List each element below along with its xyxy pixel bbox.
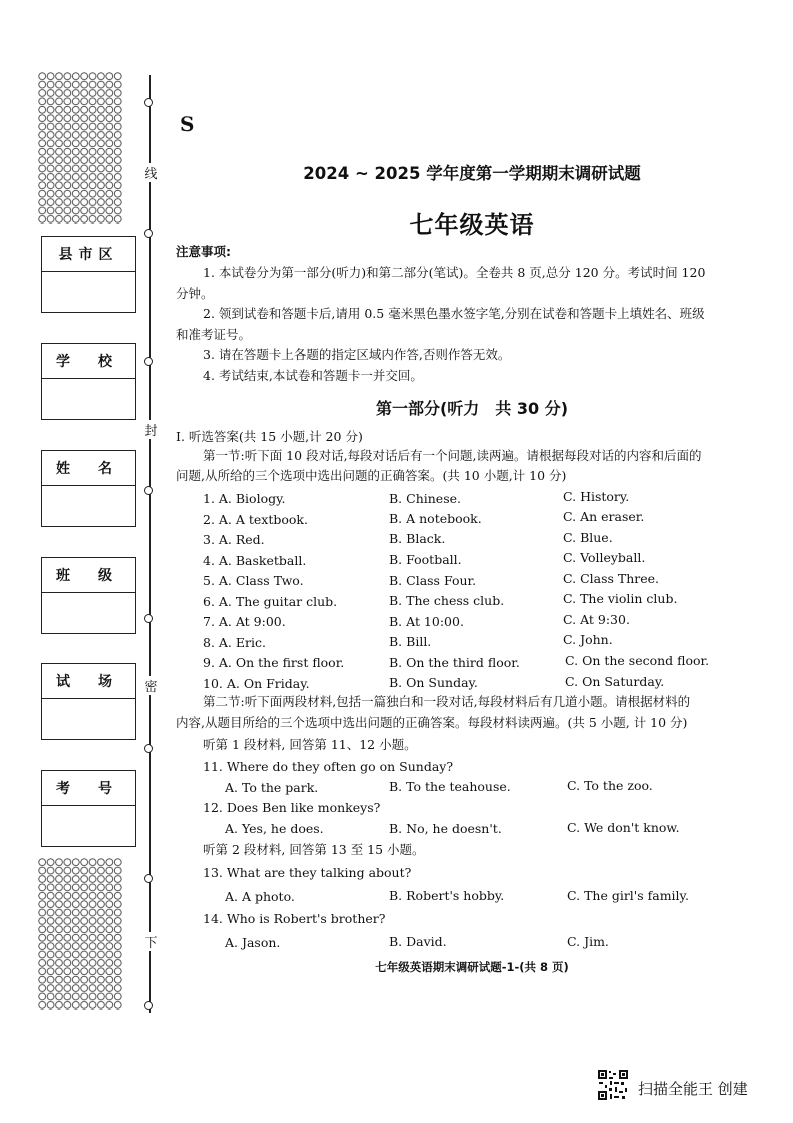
seal-char-feng: 封 [143, 420, 159, 439]
seal-char-xia: 下 [143, 932, 159, 951]
binding-dots-bottom [38, 858, 122, 1010]
q7-option-b: B. At 10:00. [389, 614, 464, 629]
q2-option-c: C. An eraser. [563, 509, 645, 524]
q2-option-b: B. A notebook. [389, 511, 482, 526]
seal-ring [144, 486, 153, 495]
q10-option-a: 10. A. On Friday. [203, 676, 310, 691]
q8-option-a: 8. A. Eric. [203, 635, 266, 650]
field-label: 学 校 [42, 344, 135, 379]
field-exam-room [41, 663, 136, 740]
seal-ring [144, 1001, 153, 1010]
field-label: 县市区 [42, 237, 135, 272]
seal-ring [144, 357, 153, 366]
field-blank[interactable] [42, 486, 135, 526]
sub2-instructions: 第二节:听下面两段材料,包括一篇独白和一段对话,每段材料后有几道小题。请根据材料的 [203, 694, 691, 709]
seal-ring [144, 98, 153, 107]
q4-option-c: C. Volleyball. [563, 550, 646, 565]
q4-option-b: B. Football. [389, 552, 462, 567]
q4-option-a: 4. A. Basketball. [203, 553, 307, 568]
field-exam-number [41, 770, 136, 847]
field-label: 考 号 [42, 771, 135, 806]
notice-item: 分钟。 [176, 286, 214, 301]
sub2-instructions: 内容,从题目所给的三个选项中选出问题的正确答案。每段材料读两遍。(共 5 小题, 计 10 分) [176, 715, 688, 730]
q11-option-c: C. To the zoo. [567, 778, 653, 793]
seal-line [149, 75, 151, 1013]
field-blank[interactable] [42, 272, 135, 312]
q10-option-b: B. On Sunday. [389, 675, 478, 690]
sub1-instructions: 问题,从所给的三个选项中选出问题的正确答案。(共 10 小题,计 10 分) [176, 468, 567, 483]
s-mark: S [180, 112, 195, 136]
material-1-heading: 听第 1 段材料, 回答第 11、12 小题。 [203, 737, 417, 752]
q5-option-a: 5. A. Class Two. [203, 573, 304, 588]
q3-option-a: 3. A. Red. [203, 532, 265, 547]
q9-option-b: B. On the third floor. [389, 655, 520, 670]
q1-option-c: C. History. [563, 489, 630, 504]
q14-option-a: A. Jason. [225, 935, 281, 950]
q8-option-c: C. John. [563, 632, 613, 647]
q14-option-c: C. Jim. [567, 934, 609, 949]
notice-item: 4. 考试结束,本试卷和答题卡一并交回。 [203, 368, 423, 383]
q13-stem: 13. What are they talking about? [203, 865, 412, 880]
q3-option-b: B. Black. [389, 531, 446, 546]
page-footer: 七年级英语期末调研试题-1-(共 8 页) [375, 960, 569, 974]
q12-option-c: C. We don't know. [567, 820, 680, 835]
q6-option-c: C. The violin club. [563, 591, 678, 606]
q14-option-b: B. David. [389, 934, 447, 949]
seal-ring [144, 614, 153, 623]
seal-ring [144, 874, 153, 883]
scanner-watermark: 扫描全能王 创建 [638, 1080, 748, 1098]
material-2-heading: 听第 2 段材料, 回答第 13 至 15 小题。 [203, 842, 425, 857]
seal-ring [144, 229, 153, 238]
q7-option-a: 7. A. At 9:00. [203, 614, 286, 629]
q9-option-c: C. On the second floor. [565, 653, 710, 668]
notice-item: 1. 本试卷分为第一部分(听力)和第二部分(笔试)。全卷共 8 页,总分 120 分。考试时间 120 [203, 265, 706, 280]
q5-option-c: C. Class Three. [563, 571, 660, 586]
q5-option-b: B. Class Four. [389, 573, 477, 588]
q10-option-c: C. On Saturday. [565, 674, 665, 689]
q11-option-b: B. To the teahouse. [389, 779, 511, 794]
field-blank[interactable] [42, 593, 135, 633]
q12-option-a: A. Yes, he does. [225, 821, 324, 836]
seal-char-mi: 密 [143, 676, 159, 695]
q13-option-a: A. A photo. [225, 889, 295, 904]
q7-option-c: C. At 9:30. [563, 612, 630, 627]
notice-item: 3. 请在答题卡上各题的指定区域内作答,否则作答无效。 [203, 347, 511, 362]
notice-heading: 注意事项: [176, 244, 231, 259]
q9-option-a: 9. A. On the first floor. [203, 655, 345, 670]
notice-item: 和准考证号。 [176, 327, 252, 342]
q12-stem: 12. Does Ben like monkeys? [203, 800, 381, 815]
seal-char-xian: 线 [143, 163, 159, 182]
qr-code-icon [597, 1069, 629, 1101]
field-blank[interactable] [42, 806, 135, 846]
q11-stem: 11. Where do they often go on Sunday? [203, 759, 454, 774]
q6-option-b: B. The chess club. [389, 593, 505, 608]
q2-option-a: 2. A. A textbook. [203, 512, 308, 527]
field-class [41, 557, 136, 634]
field-label: 试 场 [42, 664, 135, 699]
q11-option-a: A. To the park. [225, 780, 319, 795]
field-label: 班 级 [42, 558, 135, 593]
field-blank[interactable] [42, 379, 135, 419]
field-label: 姓 名 [42, 451, 135, 486]
notice-item: 2. 领到试卷和答题卡后,请用 0.5 毫米黑色墨水签字笔,分别在试卷和答题卡上填姓名、班级 [203, 306, 705, 321]
field-county [41, 236, 136, 313]
q12-option-b: B. No, he doesn't. [389, 821, 502, 836]
field-name [41, 450, 136, 527]
q8-option-b: B. Bill. [389, 634, 432, 649]
q13-option-b: B. Robert's hobby. [389, 888, 505, 903]
subject-title: 七年级英语 [409, 211, 535, 239]
q6-option-a: 6. A. The guitar club. [203, 594, 338, 609]
q1-option-a: 1. A. Biology. [203, 491, 286, 506]
seal-ring [144, 744, 153, 753]
field-blank[interactable] [42, 699, 135, 739]
q14-stem: 14. Who is Robert's brother? [203, 911, 386, 926]
part1-title: 第一部分(听力 共 30 分) [375, 399, 569, 418]
section-title: Ⅰ. 听选答案(共 15 小题,计 20 分) [176, 429, 363, 444]
exam-title: 2024 ~ 2025 学年度第一学期期末调研试题 [303, 164, 641, 183]
q1-option-b: B. Chinese. [389, 491, 461, 506]
q13-option-c: C. The girl's family. [567, 888, 689, 903]
binding-dots-top [38, 72, 122, 224]
q3-option-c: C. Blue. [563, 530, 613, 545]
field-school [41, 343, 136, 420]
sub1-instructions: 第一节:听下面 10 段对话,每段对话后有一个问题,读两遍。请根据每段对话的内容和后面的 [203, 448, 702, 463]
